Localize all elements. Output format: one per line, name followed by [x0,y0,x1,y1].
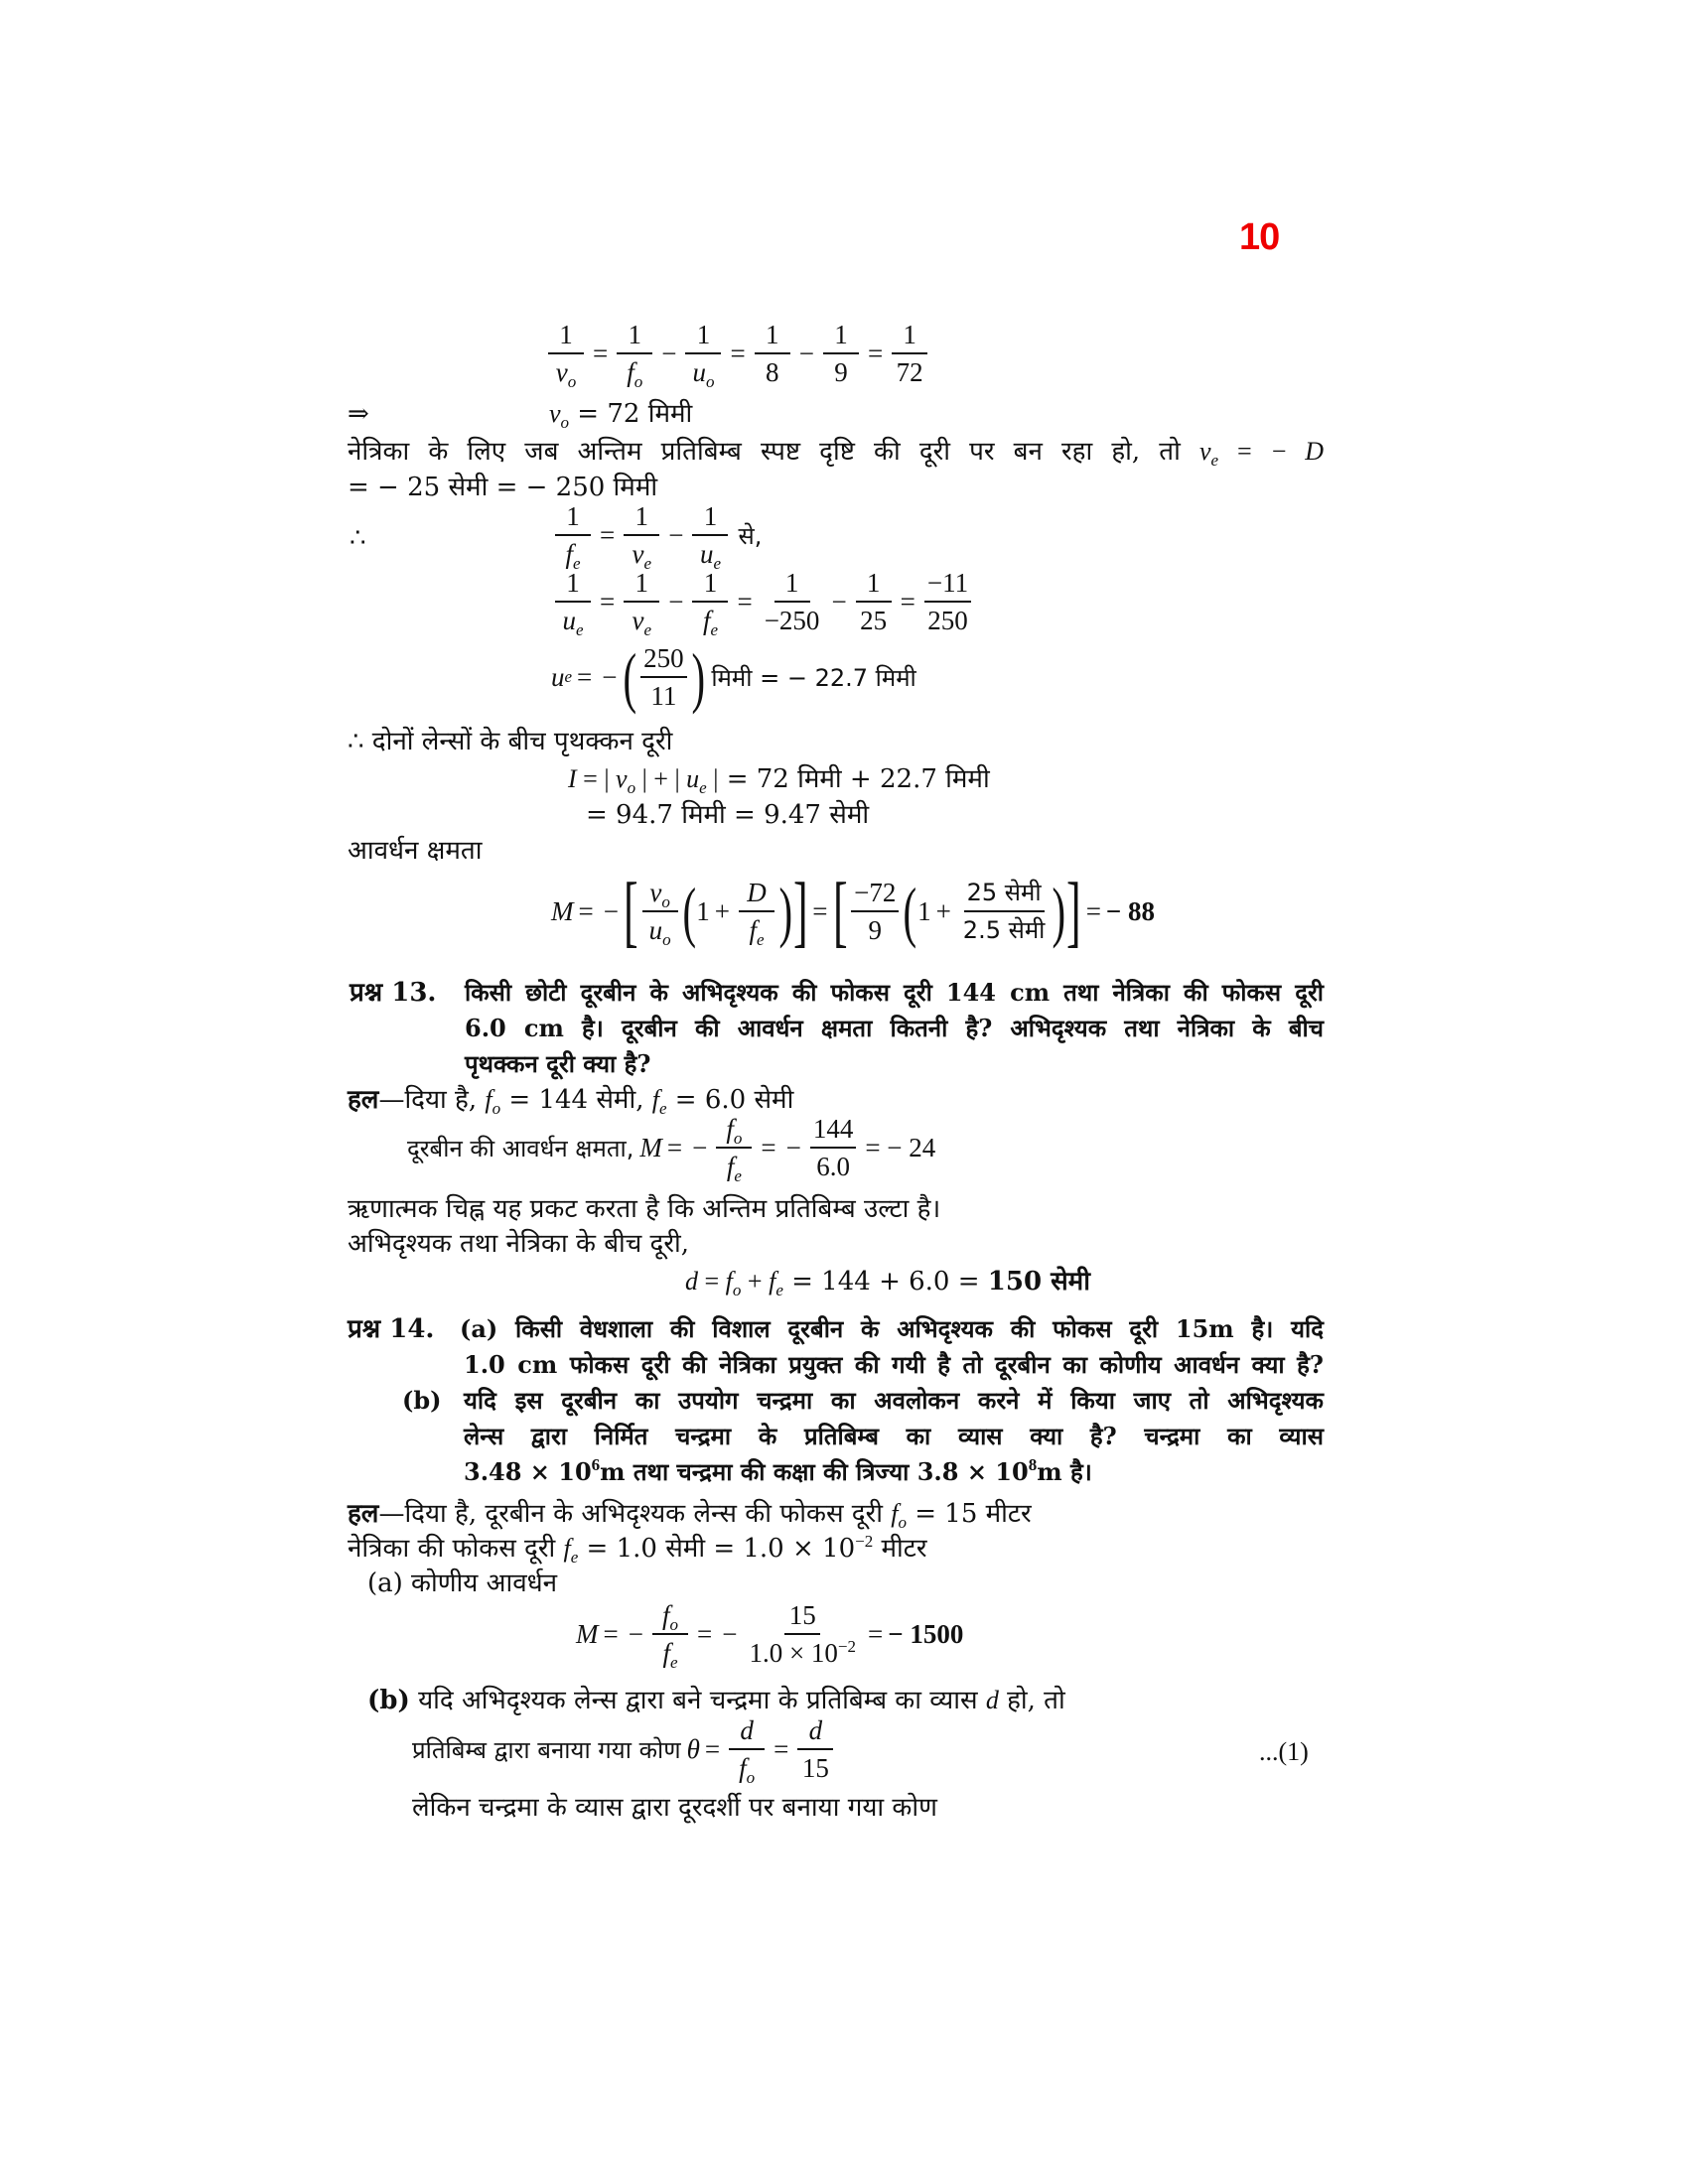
question-13-label: प्रश्न 13. [350,978,437,1008]
fraction: $\frac{1}{8}$ [755,320,790,387]
question-13-line3: पृथक्कन दूरी क्या है? [465,1049,651,1078]
q14-solution-line1: हल—दिया है, दूरबीन के अभिदृश्यक लेन्स की फोकस दूरी $f_o = 15$ मीटर [348,1499,1032,1532]
q14-solution-line2: नेत्रिका की फोकस दूरी $f_e = 1.0$ सेमी = $1.0 \times 10^{-2}$ मीटर [348,1532,927,1567]
question-14-b-line2: लेन्स द्वारा निर्मित चन्द्रमा के प्रतिबिम्ब का व्यास क्या है? चन्द्रमा का व्यास [464,1422,1324,1450]
separation-label: ∴ दोनों लेन्सों के बीच पृथक्कन दूरी [348,727,673,756]
implies-symbol: ⇒ [348,399,369,429]
separation-result: = 94.7 मिमी = 9.47 सेमी [586,800,870,830]
fraction: $\frac{1}{f_o}$ [617,320,652,387]
vo-result: $v_o = 72$ मिमी [549,399,693,432]
equation-ue-result: u e = − ( $\frac{250}{11}$ ) मिमी = − 22.7 मिमी [551,639,916,715]
page-number: 10 [1239,216,1280,258]
eyepiece-condition-cont: = − 25 सेमी = − 250 मिमी [348,473,658,502]
q14-part-a-label: (a) कोणीय आवर्धन [367,1569,558,1598]
q13-solution-given: हल—दिया है, $f_o = 144$ सेमी, $f_e = 6.0$ सेमी [348,1085,794,1118]
question-14-b-line3: $3.48 \times 10^6m$ तथा चन्द्रमा की कक्षा की त्रिज्या $3.8 \times 10^8m$ है। [464,1455,1092,1486]
q13-distance-label: अभिदृश्यक तथा नेत्रिका के बीच दूरी, [348,1229,689,1259]
q13-distance-equation: $d = f_o + f_e = 144 + 6.0 = 150$ सेमी [685,1267,1090,1299]
question-13-line1: किसी छोटी दूरबीन के अभिदृश्यक की फोकस दूरी 144 cm तथा नेत्रिका की फोकस दूरी [465,978,1324,1007]
right-paren: ) [691,639,705,715]
fraction: $\frac{1}{9}$ [823,320,859,387]
separation-equation: I = | $v_o$ | + | $u_e$ | = 72 मिमी + 22.7 मिमी [568,764,990,797]
question-14-label: प्रश्न 14. [348,1314,435,1344]
question-14-b-line1: यदि इस दूरबीन का उपयोग चन्द्रमा का अवलोकन करने में किया जाए तो अभिदृश्यक [464,1386,1324,1415]
equation-reference: ...(1) [1259,1737,1309,1766]
left-paren: ( [623,639,636,715]
equation-ue: $\frac{1}{u_e}$ = $\frac{1}{v_e}$ − $\frac{1}{f_e}$ = $\frac{1}{-250}$ − $\frac{1}{25}$ = $\frac{-11}{250}$ [551,568,975,635]
q13-negative-note: ऋणात्मक चिह्न यह प्रकट करता है कि अन्तिम प्रतिबिम्ब उल्टा है। [348,1194,941,1224]
equation-objective-lens: $\frac{1}{v_o}$ = $\frac{1}{f_o}$ − $\frac{1}{u_o}$ = $\frac{1}{8}$ − $\frac{1}{9}$ = $\frac{1}{72}$ [544,320,931,387]
fraction: $\frac{1}{v_o}$ [548,320,584,387]
magnification-label: आवर्धन क्षमता [348,836,483,866]
fraction: $\frac{1}{72}$ [892,320,927,387]
q14-part-a-equation: M = − $\frac{f_o}{f_e}$ = − $\frac{15}{1.0 \times 10^{-2}}$ = − 1500 [576,1600,964,1672]
therefore-symbol: ∴ [350,523,366,553]
question-14-b-label: (b) [402,1386,442,1415]
eyepiece-condition-text: नेत्रिका के लिए जब अन्तिम प्रतिबिम्ब स्पष्ट दृष्टि की दूरी पर बन रहा हो, तो $v_e$ = − D [348,437,1324,470]
q14-last-line: लेकिन चन्द्रमा के व्यास द्वारा दूरदर्शी पर बनाया गया कोण [412,1793,937,1823]
q14-angle-equation: प्रतिबिम्ब द्वारा बनाया गया कोण θ = $\frac{d}{f_o}$ = $\frac{d}{15}$ [412,1715,837,1783]
question-14-a-line2: 1.0 cm फोकस दूरी की नेत्रिका प्रयुक्त की गयी है तो दूरबीन का कोणीय आवर्धन क्या है? [464,1350,1324,1379]
equation-lens-formula: $\frac{1}{f_e}$ = $\frac{1}{v_e}$ − $\frac{1}{u_e}$ से, [551,501,762,569]
equation-magnification: M = − [ $\frac{v_o}{u_o}$ ( 1 + $\frac{D}{f_e}$ ) ] = [ $\frac{-72}{9}$ ( 1 + $\frac{\text{25 सेमी}}{\text{2.5 सेमी}}$ ) ] = − 88 [551,868,1156,955]
fraction: $\frac{1}{u_o}$ [685,320,721,387]
q14-part-b-text: (b) यदि अभिदृश्यक लेन्स द्वारा बने चन्द्रमा के प्रतिबिम्ब का व्यास d हो, तो [367,1686,1065,1715]
question-13-line2: 6.0 cm है। दूरबीन की आवर्धन क्षमता कितनी है? अभिदृश्यक तथा नेत्रिका के बीच [465,1014,1324,1042]
q13-magnification-equation: दूरबीन की आवर्धन क्षमता, M = − $\frac{f_o}{f_e}$ = − $\frac{144}{6.0}$ = − 24 [407,1114,936,1185]
question-14-a-line1: (a) किसी वेधशाला की विशाल दूरबीन के अभिदृश्यक की फोकस दूरी 15m है। यदि [460,1314,1324,1343]
